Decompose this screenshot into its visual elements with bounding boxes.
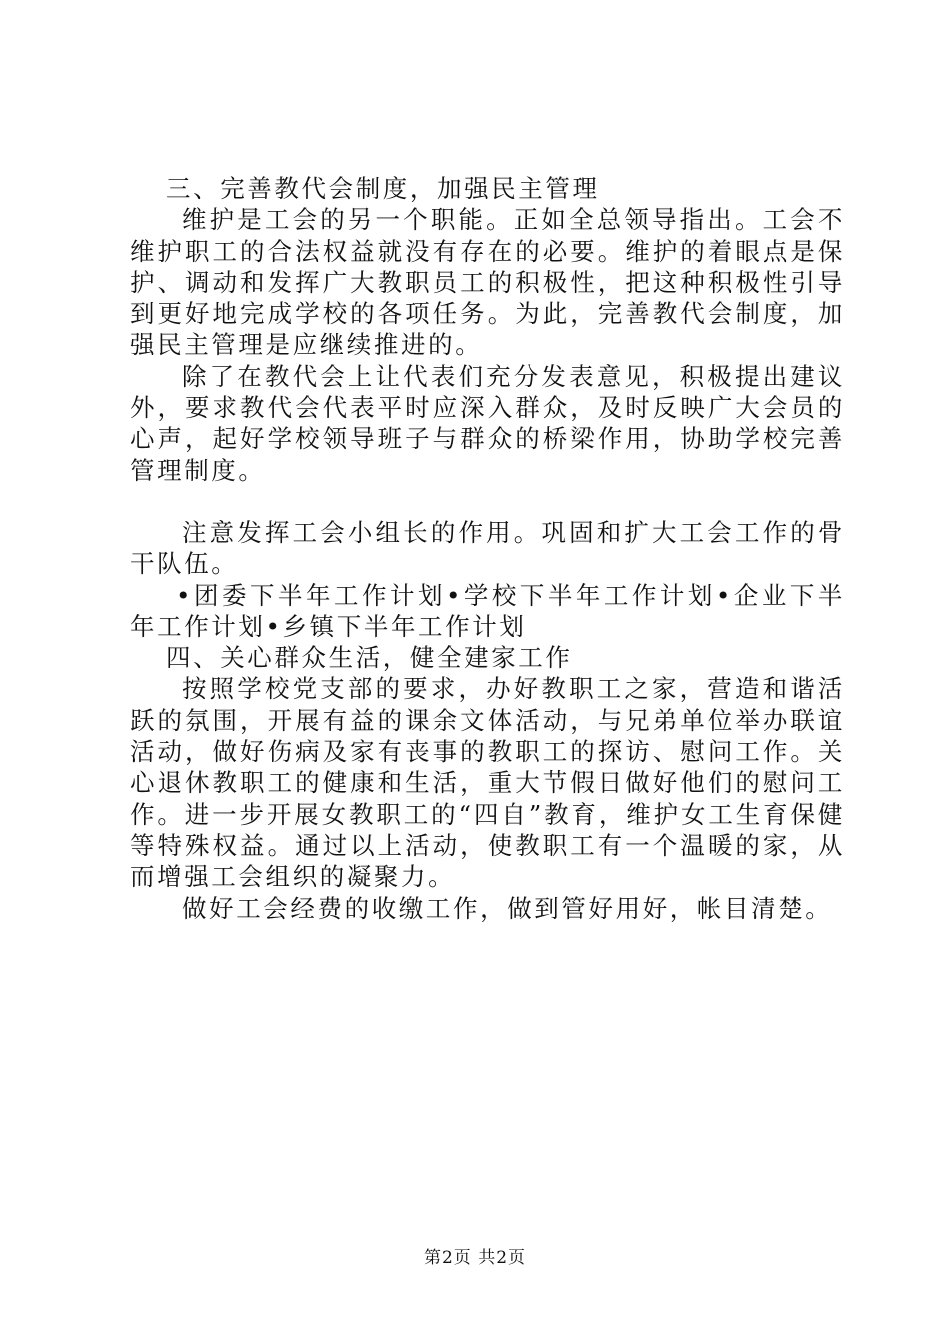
related-plans-links[interactable]: •团委下半年工作计划•学校下半年工作计划•企业下半年工作计划•乡镇下半年工作计划 xyxy=(130,580,845,641)
page-footer: 第2页 共2页 xyxy=(423,1248,527,1268)
section-heading-4: 四、关心群众生活，健全建家工作 xyxy=(166,643,573,673)
paragraph-gap xyxy=(130,486,845,517)
paragraph-group-leaders: 注意发挥工会小组长的作用。巩固和扩大工会工作的骨干队伍。 xyxy=(130,517,845,579)
paragraph-representatives: 除了在教代会上让代表们充分发表意见，积极提出建议外，要求教代会代表平时应深入群众，及时反映广大会员的心声，起好学校领导班子与群众的桥梁作用，协助学校完善管理制度。 xyxy=(130,361,845,485)
paragraph-staff-home: 按照学校党支部的要求，办好教职工之家，营造和谐活跃的氛围，开展有益的课余文体活动，与兄弟单位举办联谊活动，做好伤病及家有丧事的教职工的探访、慰问工作。关心退休教职工的健康和生活，重大节假日做好他们的慰问工作。进一步开展女教职工的“四自”教育，维护女工生育保健等特殊权益。通过以上活动，使教职工有一个温暖的家，从而增强工会组织的凝聚力。 xyxy=(130,674,845,892)
paragraph-maintenance: 维护是工会的另一个职能。正如全总领导指出。工会不维护职工的合法权益就没有存在的必要。维护的着眼点是保护、调动和发挥广大教职员工的积极性，把这种积极性引导到更好地完成学校的各项任务。为此，完善教代会制度，加强民主管理是应继续推进的。 xyxy=(130,205,845,360)
document-body xyxy=(130,173,845,924)
paragraph-funds: 做好工会经费的收缴工作，做到管好用好，帐目清楚。 xyxy=(182,893,833,923)
section-heading-3: 三、完善教代会制度，加强民主管理 xyxy=(166,174,600,203)
